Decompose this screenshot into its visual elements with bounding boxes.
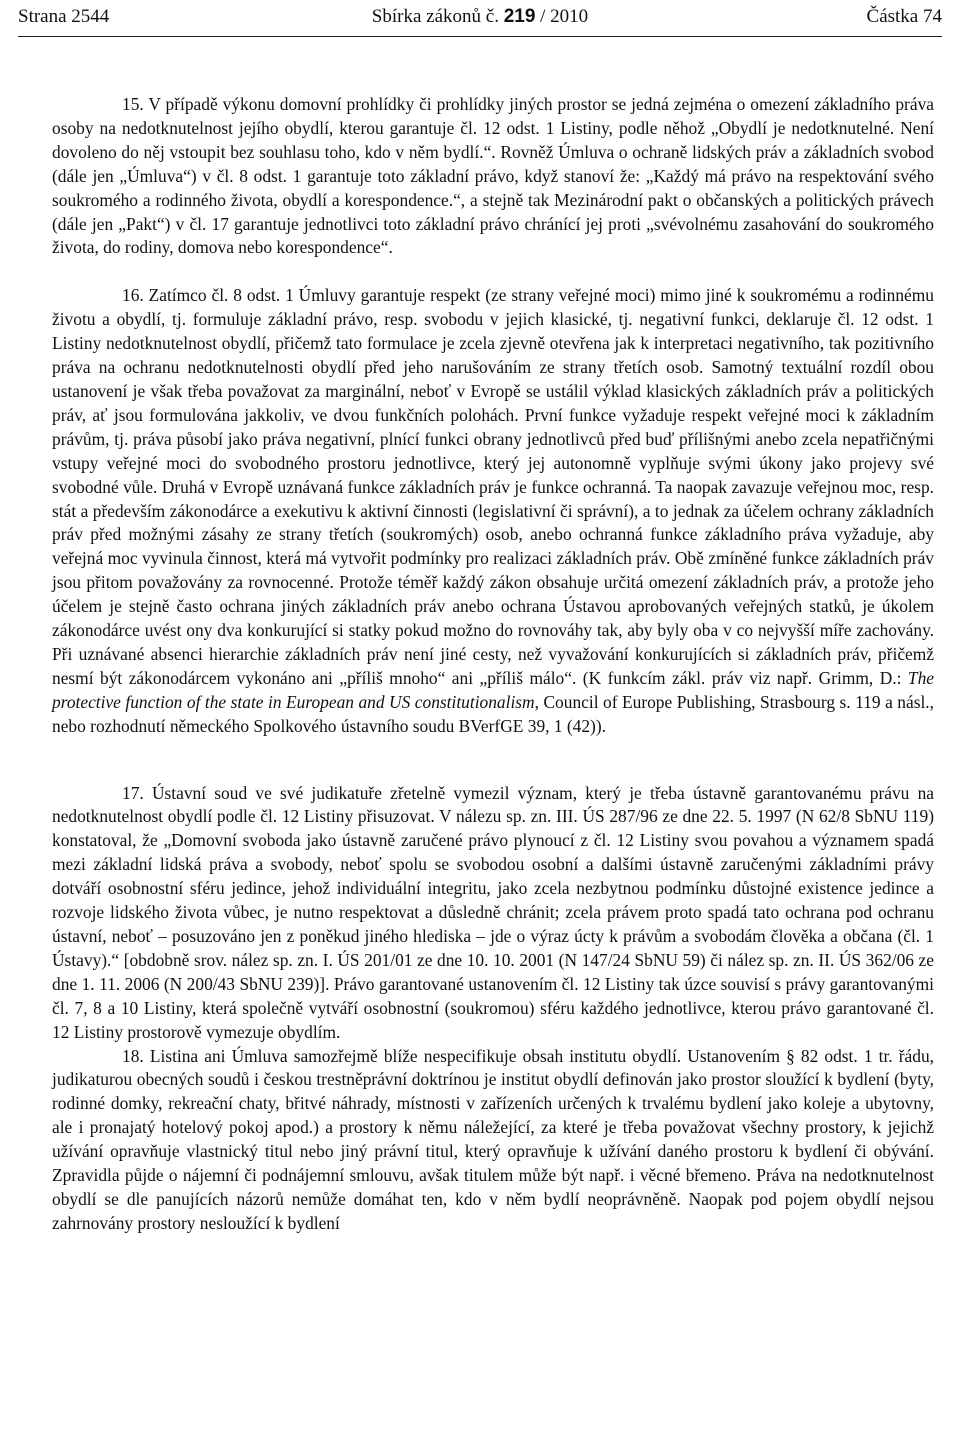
paragraph-17: 17. Ústavní soud ve své judikatuře zřetelně vymezil význam, který je třeba ústavně garantovanému právu na nedotknutelnost obydlí podle čl. 12 Listiny přisuzovat. V nálezu sp. zn. III. ÚS 287/96 ze dne 22. 5. 1997 (N 62/8 SbNU 119) konstatoval, že „Domovní svoboda jako ústavně zaručené právo plynoucí z čl. 12 Listiny svou povahou a významem spadá mezi základní lidská práva a svobody, neboť spolu se svobodou osobní a dalšími ústavně zaručenými základními právy dotváří osobnostní sféru jedince, jehož individuální integritu, jako zcela nezbytnou podmínku důstojné existence jedince a rozvoje lidského života vůbec, je nutno respektovat a důsledně chránit; zcela právem proto spadá tato ochrana pod ochranu ústavní, neboť – posuzováno jen z poněkud jiného hlediska – jde o výraz úcty k právům a svobodám člověka a občana (čl. 1 Ústavy).“ [obdobně srov. nález sp. zn. I. ÚS 201/01 ze dne 10. 10. 2001 (N 147/24 SbNU 59) či nález sp. zn. II. ÚS 362/06 ze dne 1. 11. 2006 (N 200/43 SbNU 239)]. Právo garantované ustanovením čl. 12 Listiny tak úzce souvisí s právy garantovanými čl. 7, 8 a 10 Listiny, která společně vytváří osobnostní (soukromou) sféru každého jednotlivce, kterou právo garantované čl. 12 Listiny prostorově vymezuje obydlím. xyxy=(52,782,934,1042)
collection-label: Sbírka zákonů č. xyxy=(371,6,499,27)
page-number: Strana 2544 xyxy=(18,6,110,27)
collection-title xyxy=(18,4,942,30)
page-header xyxy=(18,4,942,30)
header-rule xyxy=(18,36,942,37)
paragraph-18: 18. Listina ani Úmluva samozřejmě blíže nespecifikuje obsah institutu obydlí. Ustanovením § 82 odst. 1 tr. řádu, judikaturou obecných soudů i českou trestněprávní doktrínou je institut obydlí definován jako prostor sloužící k bydlení (byty, rodinné domky, rekreační chaty, břitvé náhrady, místnosti v zařízeních určených k trvalému bydlení jako koleje a ubytovny, ale i pronajatý hotelový pokoj apod.) a prostory k němu náležející, za které je třeba považovat všechny prostory, k jejichž užívání opravňuje vlastnický titul nebo jiný právní titul, který opravňuje k užívání daného prostoru k bydlení či obývání. Zpravidla půjde o nájemní či podnájemní smlouvu, avšak titulem může být např. i věcné břemeno. Práva na nedotknutelnost obydlí se dle panujících názorů nemůže domáhat ten, kdo v něm bydlí neoprávněně. Naopak pod pojem obydlí nejsou zahrnovány prostory nesloužící k bydlení xyxy=(52,1045,934,1233)
paragraph-15: 15. V případě výkonu domovní prohlídky či prohlídky jiných prostor se jedná zejména o omezení základního práva osoby na nedotknutelnost jejího obydlí, kterou garantuje čl. 12 odst. 1 Listiny, podle něhož „Obydlí je nedotknutelné. Není dovoleno do něj vstoupit bez souhlasu toho, kdo v něm bydlí.“. Rovněž Úmluva o ochraně lidských práv a základních svobod (dále jen „Úmluva“) v čl. 8 odst. 1 garantuje toto základní právo, když stanoví že: „Každý má právo na respektování svého soukromého a rodinného života, obydlí a korespondence.“, a stejně tak Mezinárodní pakt o občanských a politických právech (dále jen „Pakt“) v čl. 17 garantuje jednotlivci toto základní právo chránící jej proti „svévolnému zasahování do soukromého života, do rodiny, domova nebo korespondence“. xyxy=(52,94,934,258)
paragraph-16-text: 16. Zatímco čl. 8 odst. 1 Úmluvy garantuje respekt (ze strany veřejné moci) mimo jiné k soukromému a rodinnému životu a obydlí, tj. formuluje základní právo, resp. svobodu v jejich klasické, tj. negativní funkci, deklaruje čl. 12 odst. 1 Listiny nedotknutelnost obydlí, přičemž tato formulace je zcela zjevně otevřena jak k interpretaci negativního, tak pozitivního práva na ochranu nedotknutelnosti obydlí před jeho narušováním ze strany třetích osob. Samotný textuální rozdíl obou ustanovení je však třeba považovat za marginální, neboť v Evropě se ustálil výklad klasických základních práv a politických práv, ať jsou formulována jakkoliv, ve dvou funkčních polohách. První funkce vyžaduje respekt veřejné moci k základním právům, tj. práva působí jako práva negativní, plnící funkci obrany jednotlivců před buď přílišnými anebo zcela nepatřičnými vstupy veřejné moci do svobodného prostoru jednotlivce, který jej autonomně vyplňuje svými úkony jako projevy své svobodné vůle. Druhá v Evropě uznávaná funkce základních práv je funkce ochranná. Ta naopak zavazuje veřejnou moc, resp. stát a především zákonodárce a exekutivu k aktivní činnosti (legislativní či správní), a to jednak za účelem ochrany základních práv před možnými zásahy ze strany třetích (soukromých) osob, anebo ochranná funkce základního práva vyžaduje, aby veřejná moc vyvinula činnost, která má vytvořit podmínky pro realizaci základních práv. Obě zmíněné funkce základních práv jsou přitom považovány za rovnocenné. Protože téměř každý zákon obsahuje určitá omezení základních práv, a protože jeho účelem je stejně často ochrana jiných základních práv anebo ochrana Ústavou aprobovaných veřejných statků, je úkolem zákonodárce uvést ony dva konkurující si statky pokud možno do rovnováhy tak, aby byly oba v co nejvyšší míře zachovány. Při uznávané absenci hierarchie základních práv není jiné cesty, než vyvažování konkurujících si základních práv, přičemž nesmí být zákonodárcem vykonáno ani „příliš mnoho“ ani „příliš málo“. (K funkcím zákl. práv viz např. Grimm, D.: xyxy=(52,285,934,688)
issue-number: 219 xyxy=(503,6,536,27)
paragraph-16 xyxy=(52,284,934,738)
paragraph-16-text-end: , Council of Europe Publishing, Strasbourg s. 119 a násl., nebo rozhodnutí německého Spolkového ústavního soudu BVerfGE 39, 1 (42)). xyxy=(52,691,934,736)
document-body xyxy=(52,93,934,1236)
part-number: Částka 74 xyxy=(866,6,942,27)
cited-book-title: The protective function of the state in European and US constitutionalism xyxy=(52,667,934,712)
issue-year: / 2010 xyxy=(540,6,589,27)
